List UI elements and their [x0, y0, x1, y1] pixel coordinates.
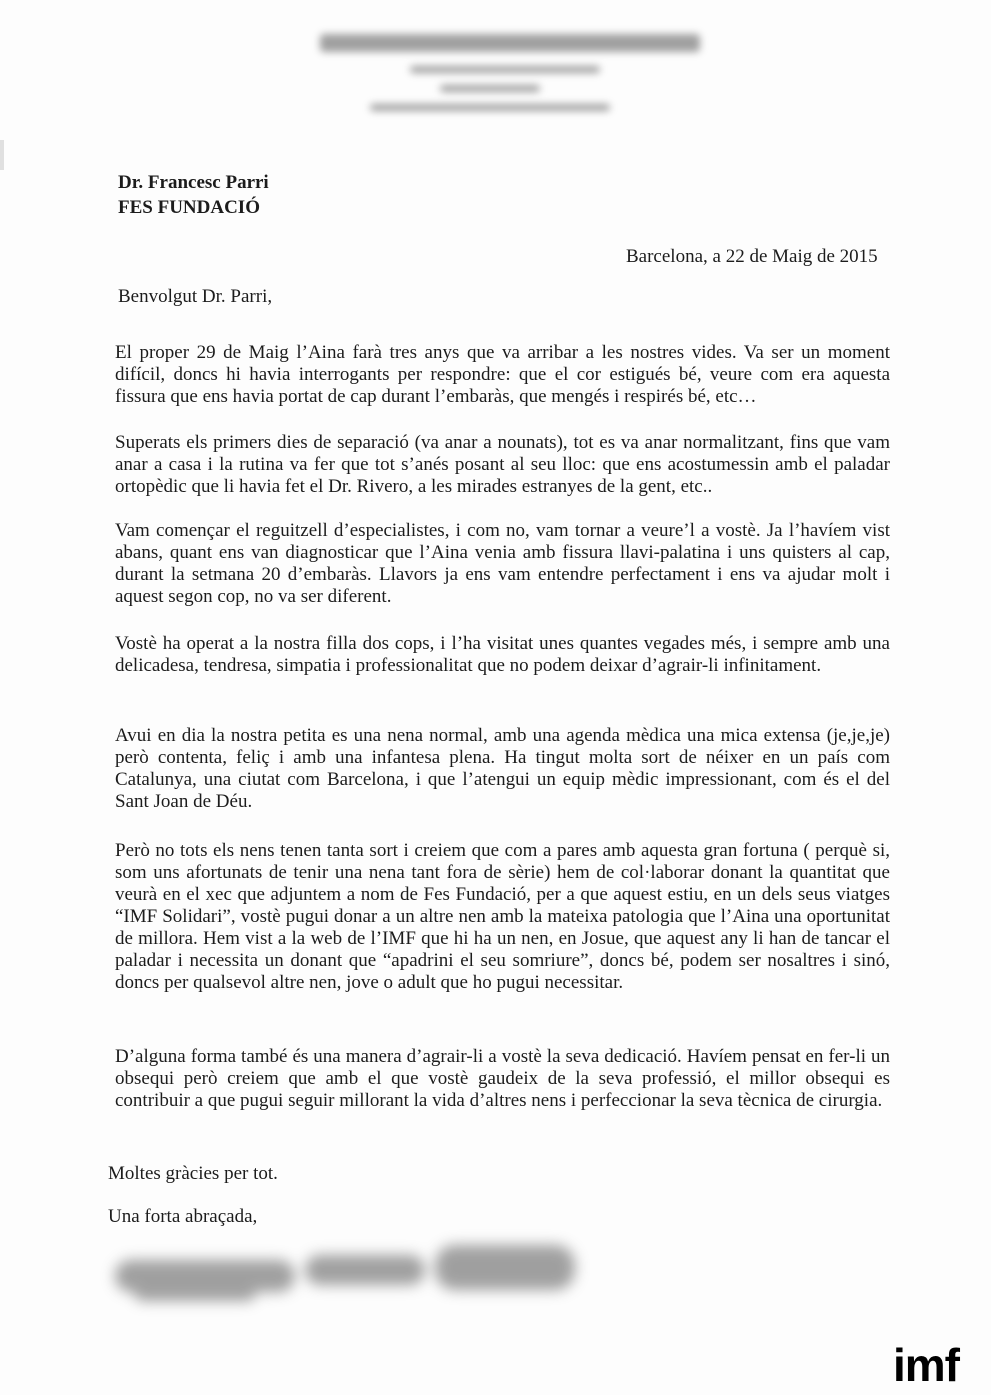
paragraph-6: Però no tots els nens tenen tanta sort i creiem que com a pares amb aquesta gran fortuna ( perquè si, som uns afortunats de tenir una nena tant fora de sèrie) hem de col·laborar donant la quantitat que veurà en el xec que adjuntem a nom de Fes Fundació, per a que aquest estiu, en un dels seus viatges “IMF Solidari”, vostè pugui donar a un altre nen amb la mateixa patologia que l’Aina una oportunitat de millora. Hem vist a la web de l’IMF que hi ha un nen, en Josue, que aquest any li han de tancar el paladar i necessita un donant que “apadrini el seu somriure”, doncs bé, podem ser nosaltres i sinó, doncs per qualsevol altre nen, jove o adult que ho pugui necessitar.	[115, 840, 890, 993]
recipient-name: Dr. Francesc Parri	[118, 172, 269, 193]
paragraph-7: D’alguna forma també és una manera d’agrair-li a vostè la seva dedicació. Havíem pensat en fer-li un obsequi però creiem que amb el que vostè gaudeix de la seva professió, el millor obsequi es contribuir a que pugui seguir millorant la vida d’altres nens i perfeccionar la seva tècnica de cirurgia.	[115, 1046, 890, 1111]
salutation: Benvolgut Dr. Parri,	[118, 286, 273, 307]
blurred-signature	[105, 1225, 585, 1325]
paragraph-5: Avui en dia la nostra petita es una nena normal, amb una agenda mèdica una mica extensa (je,je,je) però contenta, feliç i amb una infantesa plena. Ha tingut molta sort de néixer en un país com Catalunya, una ciutat com Barcelona, i que l’atengui un equip mèdic impressionant, com és el del Sant Joan de Déu.	[115, 725, 890, 812]
closing-line: Una forta abraçada,	[108, 1206, 258, 1227]
recipient-organization: FES FUNDACIÓ	[118, 197, 260, 218]
paragraph-3: Vam començar el reguitzell d’especialistes, i com no, vam tornar a veure’l a vostè. Ja l’havíem vist abans, quant ens van diagnosticar que l’Aina venia amb fissura llavi-palatina i uns quisters al cap, durant la setmana 20 d’embaràs. Llavors ja ens vam entendre perfectament i ens va ajudar molt i aquest segon cop, no va ser diferent.	[115, 520, 890, 607]
blurred-letterhead	[300, 30, 720, 130]
thanks-line: Moltes gràcies per tot.	[108, 1163, 278, 1184]
paragraph-2: Superats els primers dies de separació (va anar a nounats), tot es va anar normalitzant, fins que vam anar a casa i la rutina va fer que tot s’anés posant al seu lloc: que ens acostumessin amb el paladar ortopèdic que li havia fet el Dr. Rivero, a les mirades estranyes de la gent, etc..	[115, 432, 890, 497]
scan-edge-mark	[0, 140, 4, 170]
letter-date: Barcelona, a 22 de Maig de 2015	[626, 246, 878, 267]
paragraph-1: El proper 29 de Maig l’Aina farà tres anys que va arribar a les nostres vides. Va ser un moment difícil, doncs hi havia interrogants per respondre: que el cor estigués bé, veure com era aquesta fissura que ens havia portat de cap durant l’embaràs, que mengés i respirés bé, etc…	[115, 342, 890, 407]
imf-logo: imf	[893, 1339, 959, 1391]
recipient-block	[118, 170, 269, 220]
paragraph-4: Vostè ha operat a la nostra filla dos cops, i l’ha visitat unes quantes vegades més, i sempre amb una delicadesa, tendresa, simpatia i professionalitat que no podem deixar d’agrair-li infinitament.	[115, 633, 890, 676]
